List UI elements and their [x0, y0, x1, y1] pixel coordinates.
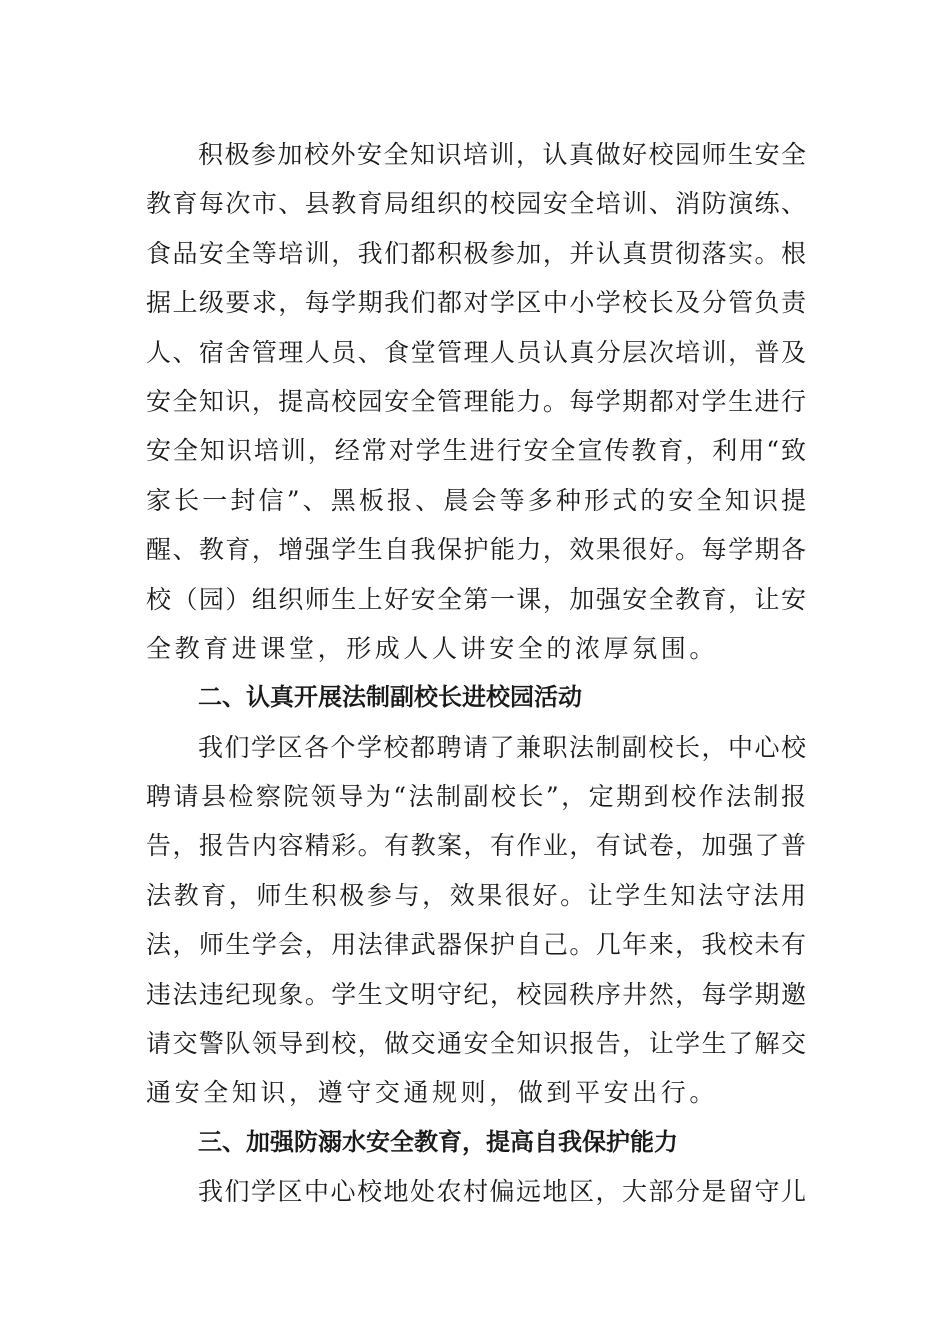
section-heading: 三、加强防溺水安全教育，提高自我保护能力 [198, 1127, 678, 1156]
paragraph-line: 法教育，师生积极参与，效果很好。让学生知法守法用 [146, 880, 806, 910]
paragraph-line: 安全知识，提高校园安全管理能力。每学期都对学生进行 [146, 386, 806, 416]
paragraph-line: 教育每次市、县教育局组织的校园安全培训、消防演练、 [146, 189, 806, 219]
paragraph-line: 据上级要求，每学期我们都对学区中小学校长及分管负责 [146, 288, 806, 318]
paragraph-line: 违法违纪现象。学生文明守纪，校园秩序井然，每学期邀 [146, 979, 806, 1009]
paragraph-line: 请交警队领导到校，做交通安全知识报告，让学生了解交 [146, 1029, 806, 1059]
paragraph-line: 食品安全等培训，我们都积极参加，并认真贯彻落实。根 [146, 238, 806, 268]
paragraph-line: 告，报告内容精彩。有教案，有作业，有试卷，加强了普 [146, 831, 806, 861]
paragraph-line: 法，师生学会，用法律武器保护自己。几年来，我校未有 [146, 930, 806, 960]
section-heading: 二、认真开展法制副校长进校园活动 [198, 683, 582, 712]
document-body [146, 130, 806, 1217]
paragraph-line: 安全知识培训，经常对学生进行安全宣传教育，利用“致 [146, 436, 806, 466]
paragraph-line: 聘请县检察院领导为“法制副校长”，定期到校作法制报 [146, 782, 806, 812]
paragraph-line: 醒、教育，增强学生自我保护能力，效果很好。每学期各 [146, 535, 806, 565]
paragraph-line: 我们学区各个学校都聘请了兼职法制副校长，中心校 [198, 732, 806, 762]
paragraph-line: 全教育进课堂，形成人人讲安全的浓厚氛围。 [146, 633, 719, 663]
paragraph-line: 校（园）组织师生上好安全第一课，加强安全教育，让安 [146, 584, 806, 614]
paragraph-line: 通安全知识，遵守交通规则，做到平安出行。 [146, 1078, 719, 1108]
paragraph-line: 人、宿舍管理人员、食堂管理人员认真分层次培训，普及 [146, 337, 806, 367]
paragraph-line: 家长一封信”、黑板报、晨会等多种形式的安全知识提 [146, 485, 806, 515]
paragraph-line: 积极参加校外安全知识培训，认真做好校园师生安全 [198, 140, 806, 169]
paragraph-line: 我们学区中心校地处农村偏远地区，大部分是留守儿 [198, 1177, 806, 1207]
